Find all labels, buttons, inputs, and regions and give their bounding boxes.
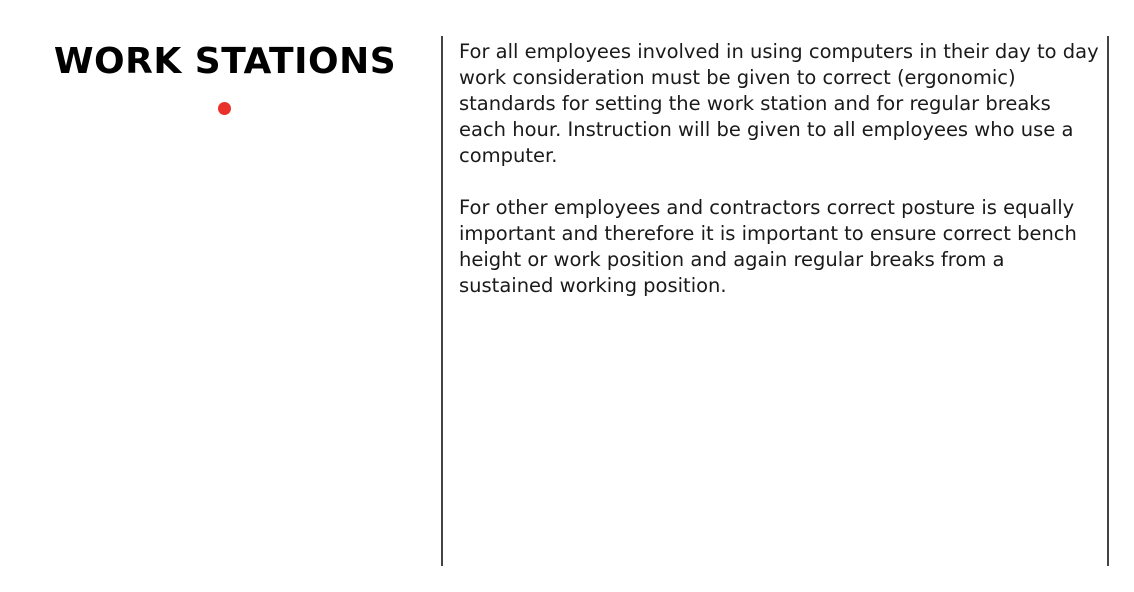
left-column [0,0,442,592]
body-text [459,39,1099,325]
section-title: WORK STATIONS [53,41,397,82]
column-divider-right [1107,36,1109,566]
paragraph-other-employees: For other employees and contractors correct posture is equally important and therefore it is important to ensure correct bench height or work position and again regular breaks from a sustained working position. [459,196,1077,297]
accent-dot-icon [218,102,231,115]
column-divider-left [441,36,443,566]
paragraph-computer-users: For all employees involved in using computers in their day to day work consideration must be given to correct (ergonomic) standards for setting the work station and for regular breaks each hour. Instruction will be given to all employees who use a computer. [459,40,1099,167]
